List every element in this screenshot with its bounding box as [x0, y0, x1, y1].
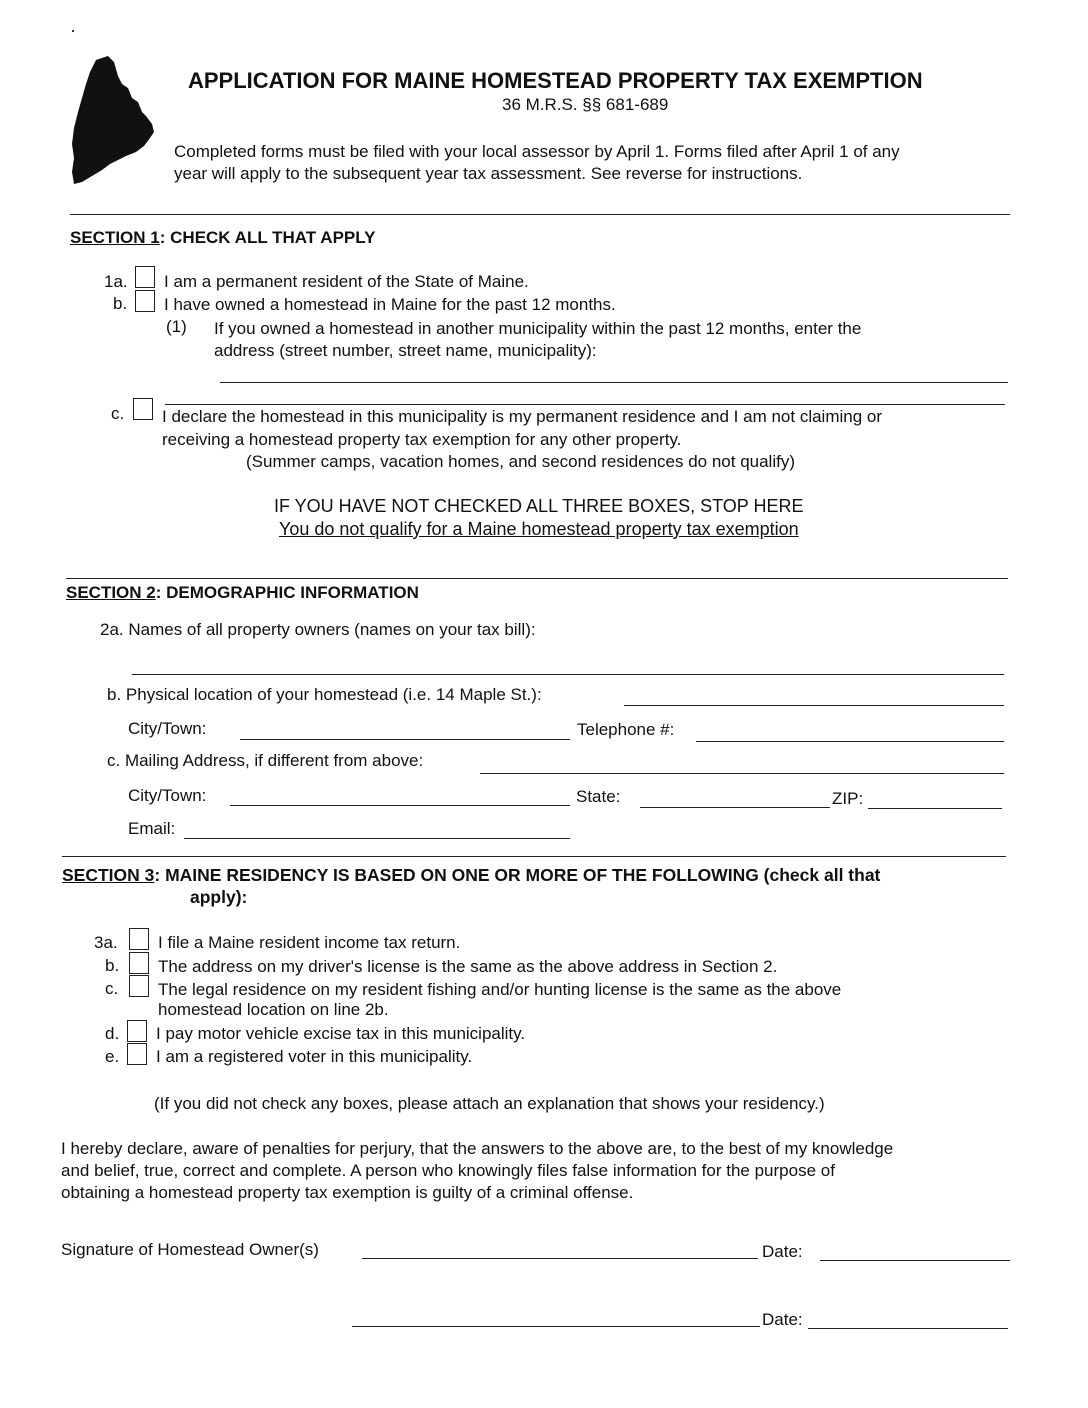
item-3d-text: I pay motor vehicle excise tax in this municipality.: [156, 1024, 526, 1043]
divider-2: [66, 578, 1008, 579]
item-1c-line-2: receiving a homestead property tax exemption for any other property.: [162, 430, 682, 449]
declaration-line-1: I hereby declare, aware of penalties for perjury, that the answers to the above are, to the best of my knowledge: [61, 1139, 894, 1158]
stop-notice: You do not qualify for a Maine homestead property tax exemption: [279, 519, 799, 539]
intro-line-1: Completed forms must be filed with your local assessor by April 1. Forms filed after April 1 of any: [174, 142, 900, 161]
zip-label: ZIP:: [832, 789, 864, 808]
section1-heading: [70, 227, 375, 249]
physical-location-field[interactable]: [624, 687, 1004, 706]
checkbox-3a[interactable]: [129, 928, 149, 950]
state-label: State:: [576, 787, 621, 806]
section1-title: : CHECK ALL THAT APPLY: [159, 228, 376, 247]
checkbox-1a[interactable]: [135, 266, 155, 288]
item-1a-text: I am a permanent resident of the State of Maine.: [164, 272, 529, 291]
item-3b-marker: b.: [105, 956, 120, 975]
item-3e-text: I am a registered voter in this municipality.: [156, 1047, 473, 1066]
statute-reference: 36 M.R.S. §§ 681-689: [502, 95, 669, 114]
item-3a-marker: 3a.: [94, 933, 118, 952]
date-field-1[interactable]: [820, 1242, 1010, 1261]
owners-label: 2a. Names of all property owners (names on your tax bill):: [100, 620, 536, 639]
section2-title: : DEMOGRAPHIC INFORMATION: [155, 583, 419, 602]
item-3c-line-2: homestead location on line 2b.: [158, 1000, 389, 1019]
item-1b1-line-1: If you owned a homestead in another municipality within the past 12 months, enter the: [214, 319, 862, 338]
item-1b1-marker: (1): [166, 317, 187, 336]
form-title: APPLICATION FOR MAINE HOMESTEAD PROPERTY TAX EXEMPTION: [188, 68, 923, 93]
item-1a-marker: 1a.: [104, 272, 128, 291]
city-label: City/Town:: [128, 719, 207, 738]
date-label-1: Date:: [762, 1242, 803, 1261]
signature-field-2[interactable]: [352, 1308, 760, 1327]
email-label: Email:: [128, 819, 176, 838]
date-field-2[interactable]: [808, 1310, 1008, 1329]
email-field[interactable]: [184, 820, 570, 839]
item-1c-line-1: I declare the homestead in this municipality is my permanent residence and I am not claiming or: [162, 407, 883, 426]
telephone-label: Telephone #:: [577, 720, 675, 739]
section2-label: SECTION 2: [66, 583, 156, 602]
declaration-line-2: and belief, true, correct and complete. A person who knowingly files false information for the purpose of: [61, 1161, 835, 1180]
intro-line-2: year will apply to the subsequent year tax assessment. See reverse for instructions.: [174, 164, 803, 183]
item-3d-marker: d.: [105, 1024, 120, 1043]
mailing-address-field[interactable]: [480, 755, 1004, 774]
item-1c-line-3: (Summer camps, vacation homes, and second residences do not qualify): [246, 452, 795, 471]
signature-field-1[interactable]: [362, 1240, 758, 1259]
checkbox-3c[interactable]: [129, 975, 149, 997]
zip-field[interactable]: [868, 790, 1002, 809]
item-3b-text: The address on my driver's license is the same as the above address in Section 2.: [158, 957, 778, 976]
location-label: b. Physical location of your homestead (i.e. 14 Maple St.):: [107, 685, 542, 704]
section3-heading: [62, 864, 880, 886]
mail-city-field[interactable]: [230, 787, 570, 806]
item-1b-marker: b.: [113, 294, 128, 313]
checkbox-3d[interactable]: [127, 1020, 147, 1042]
item-1c-top-rule: [165, 404, 1005, 405]
checkbox-1c[interactable]: [133, 398, 153, 420]
divider-1: [70, 214, 1010, 215]
telephone-field[interactable]: [696, 723, 1004, 742]
date-label-2: Date:: [762, 1310, 803, 1329]
checkbox-3b[interactable]: [129, 952, 149, 974]
item-3e-marker: e.: [105, 1047, 120, 1066]
prior-homestead-address-field[interactable]: [220, 364, 1008, 383]
section3-label: SECTION 3: [62, 865, 155, 885]
section3-title: : MAINE RESIDENCY IS BASED ON ONE OR MORE OF THE FOLLOWING (check all that: [154, 865, 881, 885]
owners-names-field[interactable]: [132, 656, 1004, 675]
section3-note: (If you did not check any boxes, please attach an explanation that shows your residency.): [154, 1094, 825, 1113]
item-1b1-line-2: address (street number, street name, municipality):: [214, 341, 597, 360]
section3-heading-cont: apply):: [190, 887, 248, 907]
scan-speck: [72, 30, 74, 32]
section2-heading: [66, 582, 419, 604]
stop-warning: IF YOU HAVE NOT CHECKED ALL THREE BOXES, STOP HERE: [274, 496, 804, 516]
checkbox-1b[interactable]: [135, 290, 155, 312]
mailing-label: c. Mailing Address, if different from above:: [107, 751, 424, 770]
item-3c-line-1: The legal residence on my resident fishing and/or hunting license is the same as the above: [158, 980, 842, 999]
checkbox-3e[interactable]: [127, 1043, 147, 1065]
maine-state-icon: [66, 54, 164, 188]
city-field[interactable]: [240, 721, 570, 740]
item-3a-text: I file a Maine resident income tax return.: [158, 933, 461, 952]
state-field[interactable]: [640, 789, 830, 808]
item-3c-marker: c.: [105, 979, 119, 998]
section1-label: SECTION 1: [70, 228, 160, 247]
signature-label: Signature of Homestead Owner(s): [61, 1240, 319, 1259]
divider-3: [62, 856, 1006, 857]
mail-city-label: City/Town:: [128, 786, 207, 805]
item-1b-text: I have owned a homestead in Maine for the past 12 months.: [164, 295, 616, 314]
declaration-line-3: obtaining a homestead property tax exemption is guilty of a criminal offense.: [61, 1183, 634, 1202]
item-1c-marker: c.: [111, 404, 125, 423]
